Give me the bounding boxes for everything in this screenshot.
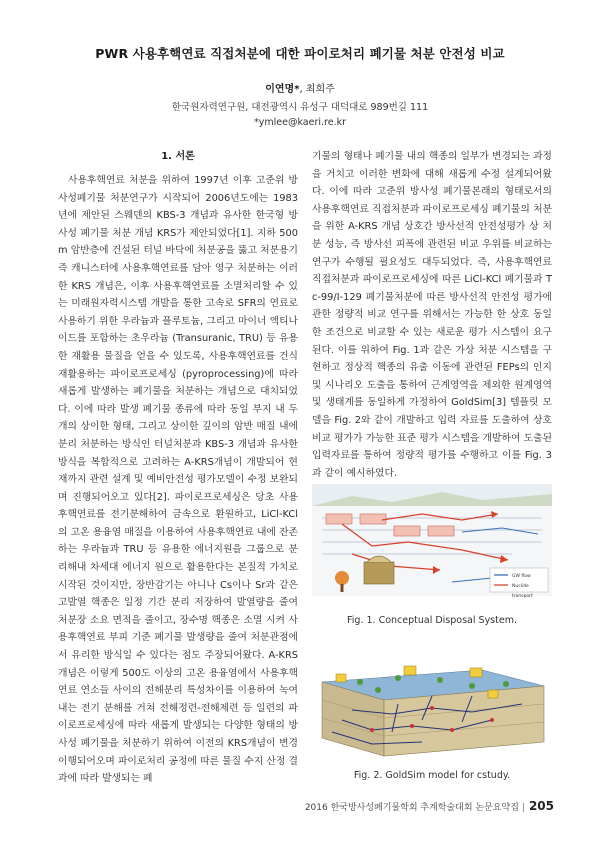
body-paragraph-right: 기물의 형태나 폐기물 내의 핵종의 일부가 변경되는 과정을 거치고 이러한 변화에 대해 새롭게 수정 설계되어왔다. 이에 따라 고준위 방사성 폐기물본래의 형태로서의 사용후핵연료 직접처분과 파이로프로세싱 폐기물의 처분을 위한 A-KRS 개념 상호간 방사선적 안전성평가 상 처분 성능, 즉 방사선 피폭에 관련된 비교 우위를 비교하는 연구가 수행될 필요성도 대두되었다. 즉, 사용후핵연료 직접처분과 파이로프로세싱에 따른 LiCl-KCl 폐기물과 Tc-99/I-129 폐기물처분에 따른 방사선적 안전성 평가에 관한 정량적 비교 연구를 위해서는 가능한 한 상호 동일한 조건으로 비교할 수 있는 새로운 평가 시스템이 요구된다. 이를 위하여 Fig. 1과 같은 가상 처분 시스템을 구현하고 정상적 핵종의 유출 이동에 관련된 FEPs의 인지 및 시나리오 도출을 통하여 근계영역을 제외한 원계영역 및 생태계를 동일하게 가정하여 GoldSim[3] 템플릿 모델을 Fig. 2와 같이 개발하고 입력 자료를 도출하여 상호 비교 평가가 가능한 표준 평가 시스템을 개발하여 도출된 입력자료를 통하여 정량적 평가를 수행하고 이를 Fig. 3과 같이 예시하였다. bbox=[312, 151, 552, 479]
page-footer bbox=[305, 799, 554, 813]
legend-nuclide-transport: Nuclide transport bbox=[512, 584, 533, 599]
body-paragraph-left: 사용후핵연료 처분을 위하여 1997년 이후 고준위 방사성폐기물 처분연구가 시작되어 2006년도에는 1983년에 제안된 스웨덴의 KBS-3 개념과 유사한 한국형 방사성 폐기물 처분 개념 KRS가 제안되었다[1]. 지하 500 m 암반층에 건설된 터널 바닥에 처분공을 뚫고 처분용기 즉 캐니스터에 사용후핵연료를 담아 영구 처분하는 이러한 KRS 개념은, 이후 사용후핵연료를 소멸처리할 수 있는 미래원자력시스템 개발을 통한 고속로 SFR의 연료로 사용하기 위한 우라늄과 플루토늄, 그리고 마이너 액티나이드를 포함하는 초우라늄 (Transuranic, TRU) 등 유용한 재활용 물질을 얻을 수 있도록, 사용후핵연료를 건식재활용하는 파이로프로세싱 (pyroprocessing)에 따라 새롭게 발생하는 폐기물을 처분하는 개념으로 대치되었다. 이에 따라 발생 폐기물 종류에 따라 동일 부지 내 두 개의 상이한 형태, 그리고 상이한 깊이의 암반 매질 내에 분리 처분하는 방식인 터널처분과 KBS-3 개념과 유사한 방식을 복합적으로 고려하는 A-KRS개념이 개발되어 현재까지 관련 설계 및 예비안전성 평가모델이 수정 보완되며 진행되어오고 있다[2]. 파이로프로세싱은 당초 사용후핵연료를 전기분해하여 금속으로 환원하고, LiCl-KCl의 고온 용융염 매질을 이용하여 사용후핵연료 내에 잔존하는 우라늄과 TRU 등 유용한 에너지원을 그룹으로 분리해내 차세대 에너지 원으로 활용한다는 본질적 가치로 시작된 것이지만, 장반감기는 아니나 Cs이나 Sr과 같은 고발열 핵종은 일정 기간 분리 저장하여 발열량을 줄여 처분장 소요 면적을 줄이고, 장수명 핵종은 소멸 시켜 사용후핵연료 부피 기준 폐기물 발생량을 줄여 처분관점에서 유리한 방식일 수 있다는 점도 주장되어왔다. A-KRS개념은 이렇게 500도 이상의 고온 용융염에서 사용후핵연료 연소들 사이의 전해분리 특성차이를 이용하여 녹여내는 전기 분해를 거쳐 전해정련-전해제련 등 일련의 파이로프로세싱에 따라 새롭게 발생되는 다양한 형태의 방사성 폐기물을 처분하기 위하여 이전의 KRS개념이 변경 이행되어오며 파이로처리 공정에 따른 물질 수지 산정 결과에 따라 발생되는 폐 bbox=[58, 175, 298, 785]
affiliation: 한국원자력연구원, 대전광역시 유성구 대덕대로 989번길 111 bbox=[171, 102, 429, 113]
left-column bbox=[58, 148, 298, 788]
email: *ymlee@kaeri.re.kr bbox=[254, 117, 346, 128]
author-rest: , 최희주 bbox=[299, 84, 335, 95]
legend-gw-flow: GW flow bbox=[512, 574, 531, 579]
author-line bbox=[0, 80, 600, 95]
figure-1-caption: Fig. 1. Conceptual Disposal System. bbox=[347, 615, 517, 626]
footer-separator: | bbox=[521, 803, 525, 813]
author-mark: * bbox=[294, 84, 300, 95]
figure-2-caption: Fig. 2. GoldSim model for cstudy. bbox=[353, 770, 511, 781]
author-main: 이연명 bbox=[265, 84, 295, 95]
figure-2-goldsim-model bbox=[312, 660, 552, 760]
page-number: 205 bbox=[528, 799, 554, 813]
right-column bbox=[312, 148, 552, 479]
section-title: 1. 서론 bbox=[161, 151, 195, 162]
fig1-legend bbox=[512, 572, 550, 602]
paper-title: PWR 사용후핵연료 직접처분에 대한 파이로처리 폐기물 처분 안전성 비교 bbox=[95, 46, 505, 61]
footer-text: 2016 한국방사성폐기물학회 추계학술대회 논문요약집 bbox=[304, 803, 519, 813]
